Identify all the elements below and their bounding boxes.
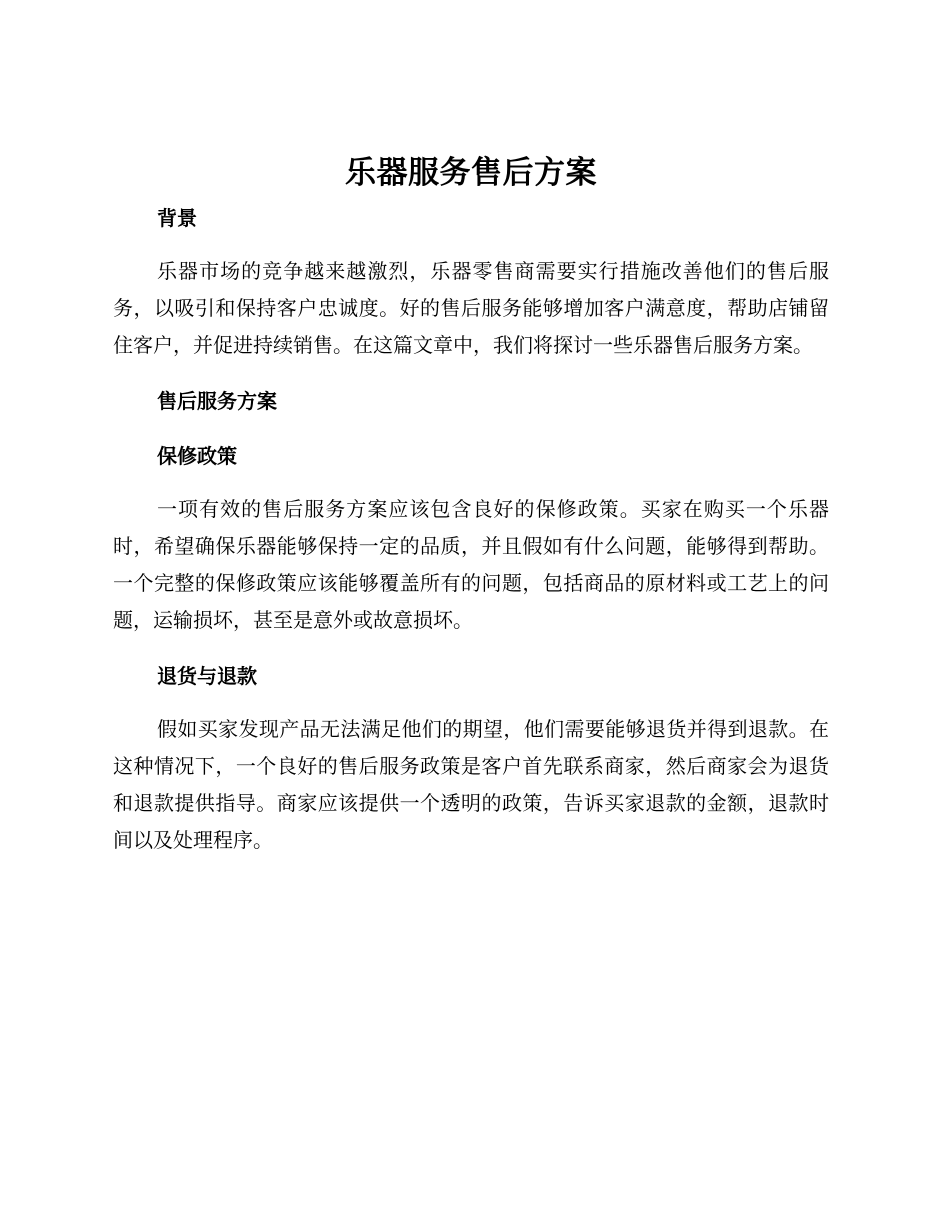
document-page — [113, 150, 829, 859]
section-heading-return-refund: 退货与退款 — [157, 664, 257, 688]
section-heading-warranty-policy: 保修政策 — [157, 444, 237, 468]
paragraph-background: 乐器市场的竞争越来越激烈，乐器零售商需要实行措施改善他们的售后服务，以吸引和保持客户忠诚度。好的售后服务能够增加客户满意度，帮助店铺留住客户，并促进持续销售。在这篇文章中，我们将探讨一些乐器售后服务方案。 — [113, 259, 829, 357]
document-title: 乐器服务售后方案 — [345, 155, 597, 191]
paragraph-return-refund: 假如买家发现产品无法满足他们的期望，他们需要能够退货并得到退款。在这种情况下，一个良好的售后服务政策是客户首先联系商家，然后商家会为退货和退款提供指导。商家应该提供一个透明的政策，告诉买家退款的金额，退款时间以及处理程序。 — [113, 717, 829, 852]
paragraph-warranty-policy: 一项有效的售后服务方案应该包含良好的保修政策。买家在购买一个乐器时，希望确保乐器能够保持一定的品质，并且假如有什么问题，能够得到帮助。一个完整的保修政策应该能够覆盖所有的问题，包括商品的原材料或工艺上的问题，运输损坏，甚至是意外或故意损坏。 — [113, 497, 829, 632]
section-heading-background: 背景 — [157, 206, 197, 230]
section-heading-service-plan: 售后服务方案 — [157, 389, 277, 413]
